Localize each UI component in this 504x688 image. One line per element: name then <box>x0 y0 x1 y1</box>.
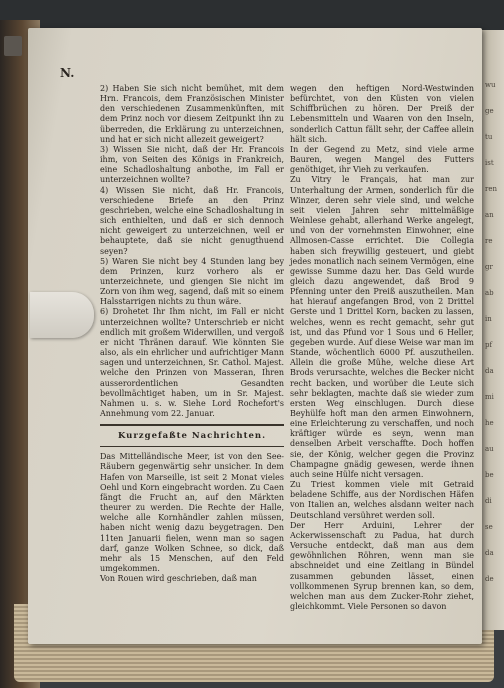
adjacent-page-fragment: au <box>485 445 494 453</box>
page-mark: N. <box>60 66 75 80</box>
adjacent-page-fragment: di <box>485 497 492 505</box>
paragraph-q5: 5) Waren Sie nicht bey 4 Stunden lang bey dem Prinzen, kurz vorhero als er unterzeichnete, und giengen Sie nicht im Zorn von ihm weg, sagend, daß mit so einem Halsstarrigen nichts zu thun wäre. <box>100 256 284 307</box>
paragraph-q6: 6) Drohetet Ihr Ihm nicht, im Fall er nicht unterzeichnen wollte? Unterschrieb er nicht endlich mit großem Widerwillen, und vergoß er nicht Thränen darauf. Wie könnten Sie also, als ein ehrlicher und aufrichtiger Mann sagen und unterzeichnen, Sr. Cathol. Majest. welche den Prinzen von Masseran, Ihren ausserordentlichen Gesandten bevollmächtiget haben, um in Sr. Majest. Nahmen u. s. w. Siehe Lord Rochefort's Annehmung vom 22. Januar. <box>100 307 284 418</box>
adjacent-page-fragment: de <box>485 575 494 583</box>
section-divider <box>100 424 284 426</box>
paragraph-arduini: Der Herr Arduini, Lehrer der Ackerwissenschaft zu Padua, hat durch Versuche entdeckt, daß man aus dem gewöhnlichen Röhren, wenn man sie abschneidet und eine Zeitlang in Bündel zusammen gebunden lässet, einen vollkommenen Syrup brennen kan, so dem, welchen man aus dem Zucker-Rohr ziehet, gleichkommt. Viele Personen so davon <box>290 520 474 611</box>
adjacent-page-fragment: ge <box>485 107 494 115</box>
adjacent-page-fragment: wu <box>485 81 496 89</box>
heading-divider <box>100 446 284 447</box>
adjacent-page <box>482 30 504 630</box>
adjacent-page-fragment: se <box>485 523 493 531</box>
adjacent-page-fragment: be <box>485 471 494 479</box>
paragraph-triest: Zu Triest kommen viele mit Getraid beladene Schiffe, aus der Nordischen Häfen von Italien an, welches alsdann weiter nach Deutschland versühret werden soll. <box>290 480 474 520</box>
adjacent-page-fragment: an <box>485 211 494 219</box>
adjacent-page-text <box>482 30 504 584</box>
paragraph-q2: 2) Haben Sie sich nicht bemühet, mit dem Hrn. Francois, dem Französischen Minister den verschiedenen Zusammenkünften, mit dem Prinz noch vor diesem Zeitpunkt ihn zu überreden, die Erklärung zu unterzeichnen, und hat er sich nicht allezeit geweigert? <box>100 84 284 144</box>
paragraph-metz: In der Gegend zu Metz, sind viele arme Bauren, wegen Mangel des Futters genöthiget, ihr Vieh zu verkaufen. <box>290 144 474 175</box>
section-heading: Kurzgefaßte Nachrichten. <box>117 431 267 442</box>
adjacent-page-fragment: ab <box>485 289 494 297</box>
paragraph-vitry: Zu Vitry le Français, hat man zur Unterhaltung der Armen, sonderlich für die Winzer, deren sehr viele sind, und welche seit vielen Jahren sehr mittelmäßige Weinlese gehabt, allerhand Werke angelegt, und von der vornehmsten Einwohner, eine Allmosen-Casse errichtet. Die Collegia haben sich freywillig gesteuert, und giebt jedes monatlich nach seinem Vermögen, eine gewisse Summe dazu her. Das Geld wurde gleich dazu angewendet, daß Brod 9 Pfenning unter den Preiß auszutheilen. Man hat hierauf angefangen Brod, von 2 Drittel Gerste und 1 Drittel Korn, backen zu lassen, welches, wenn es recht gemacht, sehr gut ist, und das Pfund vor 1 Sous und 6 Heller, gegeben wurde. Auf diese Weise war man im Stande, wöchentlich 6000 Pf. auszutheilen. Allein die große Mühe, welche diese Art Brods verursachte, welches die Becker nicht recht backen, und worüber die Leute sich sehr beklagten, machte daß sie wieder zum ersten Weg einschlugen. Durch diese Beyhülfe hoft man den armen Einwohnern, eine Erleichterung zu verschaffen, und noch kräftiger würde es seyn, wenn man denselben Arbeit verschaffte. Doch hoffen sie, der König, welcher gegen die Provinz Champagne gnädig gewesen, werde ihnen auch seine Hülfe nicht versagen. <box>290 175 474 479</box>
right-column <box>290 84 474 612</box>
paper-bookmark <box>30 292 94 338</box>
clip-icon <box>4 36 22 56</box>
adjacent-page-fragment: in <box>485 315 492 323</box>
paragraph-winds: wegen den heftigen Nord-Westwinden befürchtet, von den Küsten von vielen Schiffbrüchen zu hören. Der Preiß der Lebensmitteln und Waaren von den Inseln, sonderlich Cattun fällt sehr, der Caffee allein hält sich. <box>290 84 474 144</box>
adjacent-page-fragment: ren <box>485 185 497 193</box>
adjacent-page-fragment: gr <box>485 263 493 271</box>
adjacent-page-fragment: mi <box>485 393 494 401</box>
adjacent-page-fragment: he <box>485 419 494 427</box>
adjacent-page-fragment: da <box>485 367 494 375</box>
paragraph-mediterranean: Das Mittelländische Meer, ist von den See-Räubern gegenwärtig sehr unsicher. In dem Hafen von Marseille, ist seit 2 Monat vieles Oehl und Korn eingebracht worden. Zu Caen fängt die Frucht an, auf den Märkten theurer zu werden. Die Rechte der Halle, welche alle Kornhändler zahlen müssen, haben nicht wenig dazu beygetragen. Den 11ten Januarii fielen, wenn man so sagen darf, ganze Wolken Schnee, so dick, daß mehr als 15 Menschen, auf den Feld umgekommen. <box>100 452 284 574</box>
adjacent-page-fragment: tu <box>485 133 493 141</box>
adjacent-page-fragment: da <box>485 549 494 557</box>
adjacent-page-fragment: re <box>485 237 493 245</box>
left-column <box>100 84 284 584</box>
paragraph-q4: 4) Wissen Sie nicht, daß Hr. Francois, verschiedene Briefe an den Prinz geschrieben, welche eine Schadloshaltung in sich enthielten, und daß er sich dennoch nicht geweigert zu unterzeichnen, weil er behauptete, daß sie nicht genugthuend seyen? <box>100 185 284 256</box>
adjacent-page-fragment: pf <box>485 341 493 349</box>
paragraph-rouen: Von Rouen wird geschrieben, daß man <box>100 574 257 584</box>
paragraph-q3: 3) Wissen Sie nicht, daß der Hr. Francois ihm, von Seiten des Königs in Frankreich, eine Schadloshaltung anbothe, im Fall er unterzeichnen wollte? <box>100 144 284 185</box>
adjacent-page-fragment: ist <box>485 159 494 167</box>
